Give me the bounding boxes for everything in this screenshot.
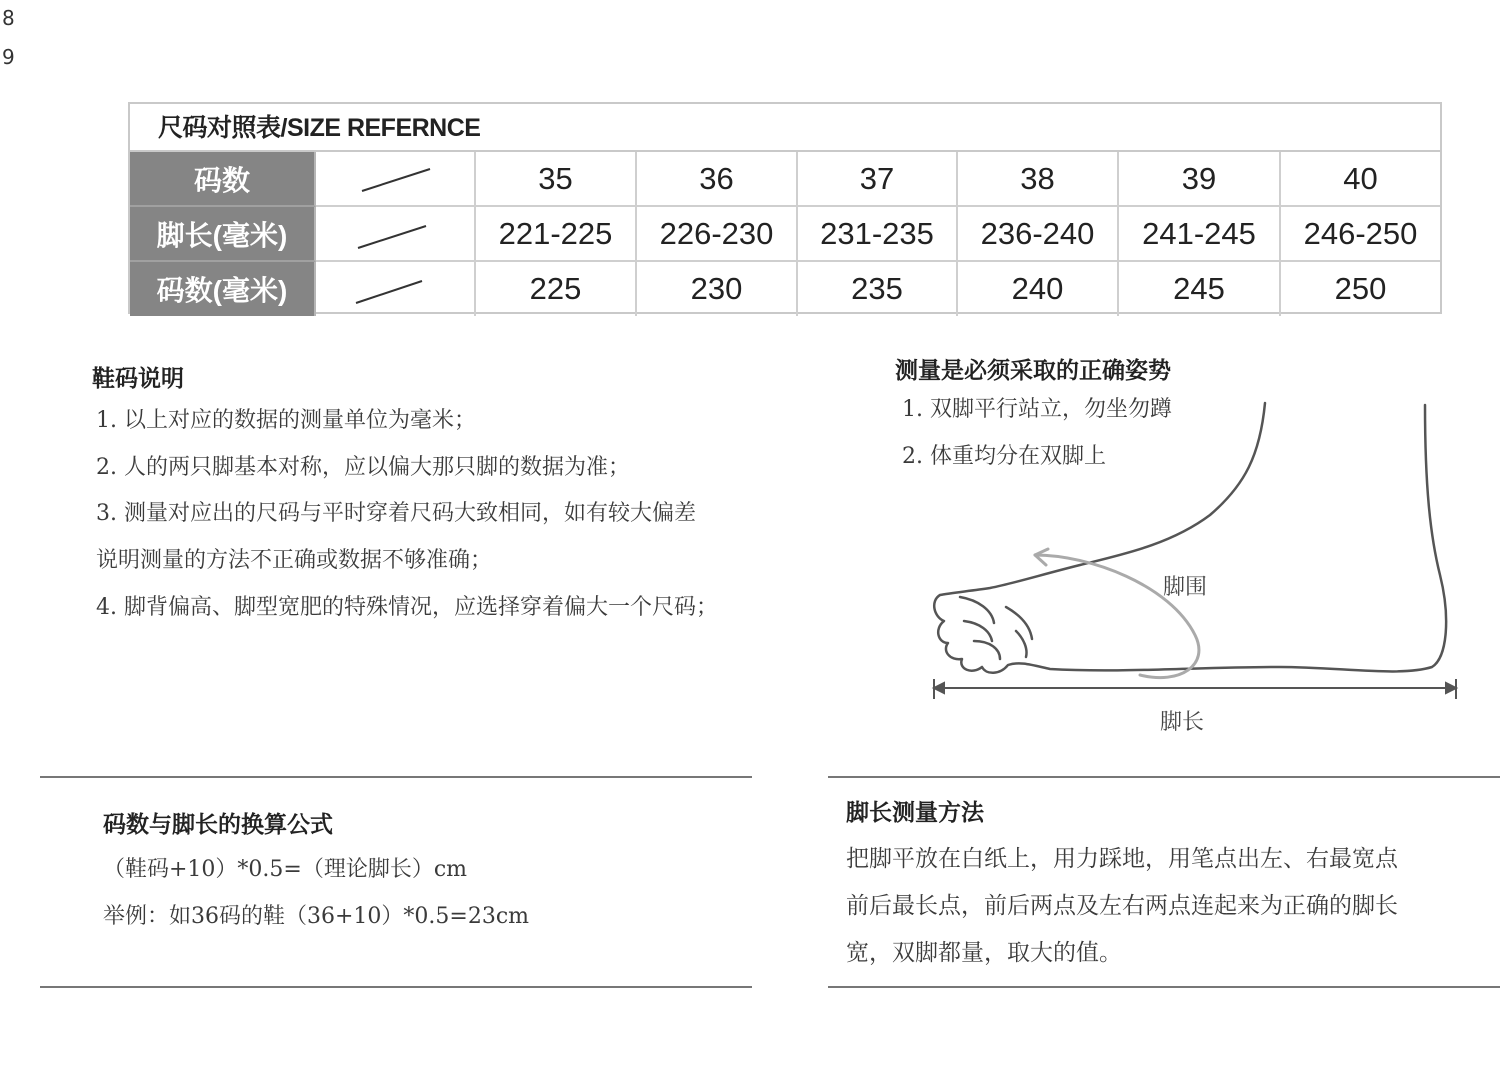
table-title: 尺码对照表/SIZE REFERNCE — [158, 114, 481, 142]
size-cell: 36 — [637, 152, 798, 207]
method-line: 前后最长点，前后两点及左右两点连起来为正确的脚长 — [846, 893, 1398, 919]
blank-slash-cell — [316, 152, 476, 207]
formula-line: （鞋码+10）*0.5=（理论脚长）cm — [103, 857, 468, 882]
size-cell: 38 — [958, 152, 1119, 207]
length-label: 脚长 — [1160, 710, 1205, 735]
formula-title: 码数与脚长的换算公式 — [103, 812, 333, 838]
foot-length-cell: 231-235 — [798, 207, 958, 262]
mm-size-cell: 240 — [958, 262, 1119, 316]
posture-line: 1. 双脚平行站立，勿坐勿蹲 — [902, 397, 1172, 422]
posture-line: 2. 体重均分在双脚上 — [902, 444, 1106, 469]
formula-example: 举例：如36码的鞋（36+10）*0.5=23cm — [103, 904, 530, 929]
size-grid — [130, 150, 1440, 316]
corner-number-bottom: 9 — [2, 45, 15, 69]
mm-size-cell: 245 — [1119, 262, 1281, 316]
size-cell: 40 — [1281, 152, 1440, 207]
row-header: 码数(毫米) — [130, 262, 316, 316]
shoe-notes-title: 鞋码说明 — [92, 366, 184, 392]
posture-title: 测量是必须采取的正确姿势 — [895, 358, 1171, 384]
foot-length-cell: 236-240 — [958, 207, 1119, 262]
divider — [828, 986, 1500, 988]
mm-size-cell: 230 — [637, 262, 798, 316]
shoe-note-line: 2. 人的两只脚基本对称，应以偏大那只脚的数据为准； — [96, 455, 630, 480]
slash-icon — [350, 214, 440, 254]
slash-icon — [350, 159, 440, 199]
shoe-note-line: 1. 以上对应的数据的测量单位为毫米； — [96, 408, 476, 433]
mm-size-cell: 235 — [798, 262, 958, 316]
corner-number-top: 8 — [2, 6, 15, 30]
shoe-note-line: 4. 脚背偏高、脚型宽肥的特殊情况，应选择穿着偏大一个尺码； — [96, 595, 718, 620]
method-title: 脚长测量方法 — [846, 800, 984, 826]
size-reference-table — [128, 102, 1442, 314]
size-cell: 37 — [798, 152, 958, 207]
size-cell: 35 — [476, 152, 637, 207]
blank-slash-cell — [316, 207, 476, 262]
method-line: 把脚平放在白纸上，用力踩地，用笔点出左、右最宽点 — [846, 846, 1398, 872]
divider — [40, 986, 752, 988]
foot-length-cell: 241-245 — [1119, 207, 1281, 262]
foot-illustration — [920, 395, 1480, 715]
size-cell: 39 — [1119, 152, 1281, 207]
girth-label: 脚围 — [1163, 575, 1208, 600]
row-header: 脚长(毫米) — [130, 207, 316, 262]
row-header: 码数 — [130, 152, 316, 207]
shoe-note-line: 说明测量的方法不正确或数据不够准确； — [96, 548, 493, 573]
mm-size-cell: 225 — [476, 262, 637, 316]
foot-length-cell: 226-230 — [637, 207, 798, 262]
foot-outline — [934, 403, 1446, 673]
divider — [40, 776, 752, 778]
shoe-note-line: 3. 测量对应出的尺码与平时穿着尺码大致相同，如有较大偏差 — [96, 501, 696, 526]
method-line: 宽，双脚都量，取大的值。 — [846, 940, 1122, 966]
mm-size-cell: 250 — [1334, 271, 1387, 306]
divider — [828, 776, 1500, 778]
blank-slash-cell — [316, 262, 476, 316]
foot-length-cell: 221-225 — [476, 207, 637, 262]
slash-icon — [350, 269, 440, 309]
foot-length-cell: 246-250 — [1281, 207, 1440, 262]
